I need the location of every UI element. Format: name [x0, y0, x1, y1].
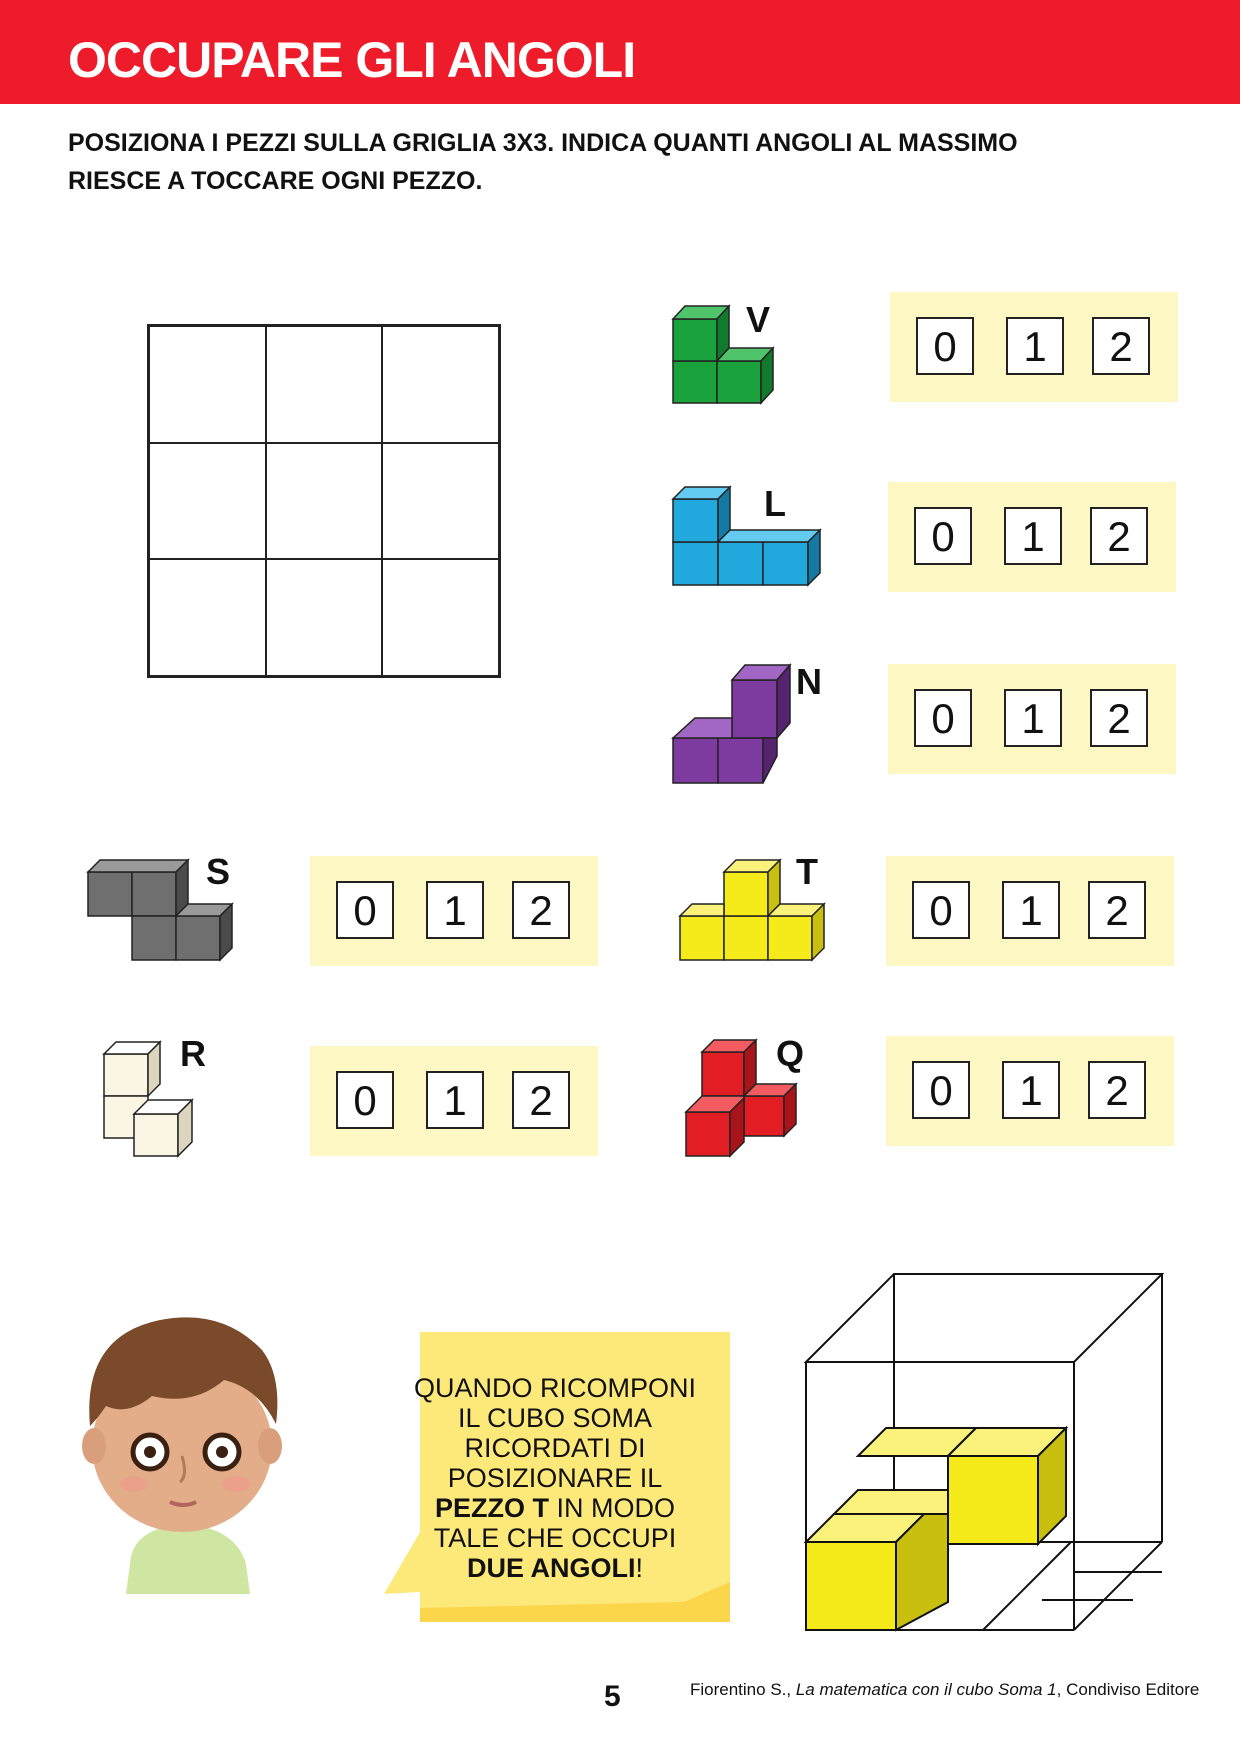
- page-number: 5: [604, 1680, 621, 1713]
- credit-book-title: La matematica con il cubo Soma 1: [795, 1680, 1057, 1699]
- note-line: RICORDATI DI: [464, 1433, 646, 1463]
- answer-option-1[interactable]: 1: [1004, 689, 1062, 747]
- answer-option-0[interactable]: 0: [912, 1061, 970, 1119]
- answer-option-2[interactable]: 2: [1090, 689, 1148, 747]
- grid-3x3: [147, 324, 501, 678]
- answer-option-1[interactable]: 1: [1004, 507, 1062, 565]
- answer-option-2[interactable]: 2: [1090, 507, 1148, 565]
- note-text-span: IN MODO: [549, 1493, 675, 1523]
- header-bar: [0, 0, 1240, 104]
- answer-option-0[interactable]: 0: [336, 881, 394, 939]
- grid-cell[interactable]: [382, 443, 499, 560]
- note-line: QUANDO RICOMPONI: [413, 1373, 696, 1403]
- credit-publisher: , Condiviso Editore: [1056, 1680, 1200, 1699]
- piece-letter-s: S: [206, 851, 231, 892]
- answer-option-2[interactable]: 2: [1088, 1061, 1146, 1119]
- answer-option-1[interactable]: 1: [426, 881, 484, 939]
- answer-panel-n: [888, 664, 1176, 774]
- answer-panel-q: [886, 1036, 1174, 1146]
- answer-option-0[interactable]: 0: [912, 881, 970, 939]
- note-line: [390, 1493, 720, 1523]
- soma-cube-wireframe-illustration: [798, 1266, 1174, 1644]
- grid-cell[interactable]: [149, 443, 266, 560]
- grid-cell[interactable]: [266, 326, 383, 443]
- piece-letter-q: Q: [776, 1033, 805, 1074]
- answer-option-1[interactable]: 1: [1006, 317, 1064, 375]
- speech-note-text: [390, 1373, 720, 1583]
- note-text-span: !: [635, 1553, 643, 1583]
- answer-option-2[interactable]: 2: [1088, 881, 1146, 939]
- piece-letter-r: R: [180, 1033, 206, 1074]
- answer-option-0[interactable]: 0: [914, 507, 972, 565]
- instructions-line-2: RIESCE A TOCCARE OGNI PEZZO.: [68, 167, 483, 195]
- grid-cell[interactable]: [266, 559, 383, 676]
- note-line: TALE CHE OCCUPI: [433, 1523, 677, 1553]
- answer-option-0[interactable]: 0: [916, 317, 974, 375]
- note-bold-text: DUE ANGOLI: [466, 1553, 636, 1583]
- boy-mascot-illustration: [72, 1306, 294, 1594]
- piece-letter-n: N: [796, 661, 822, 702]
- answer-panel-l: [888, 482, 1176, 592]
- answer-panel-s: [310, 856, 598, 966]
- answer-option-1[interactable]: 1: [426, 1071, 484, 1129]
- instructions-line-1: POSIZIONA I PEZZI SULLA GRIGLIA 3X3. INDICA QUANTI ANGOLI AL MASSIMO: [68, 129, 1018, 157]
- answer-option-2[interactable]: 2: [1092, 317, 1150, 375]
- grid-cell[interactable]: [149, 326, 266, 443]
- answer-option-1[interactable]: 1: [1002, 1061, 1060, 1119]
- note-bold-text: PEZZO T: [435, 1493, 549, 1523]
- credit-author: Fiorentino S.,: [690, 1680, 796, 1699]
- answer-option-0[interactable]: 0: [336, 1071, 394, 1129]
- note-line: POSIZIONARE IL: [447, 1463, 663, 1493]
- note-line: [390, 1553, 720, 1583]
- answer-panel-v: [890, 292, 1178, 402]
- instructions: [68, 124, 1168, 200]
- grid-cell[interactable]: [266, 443, 383, 560]
- grid-cell[interactable]: [382, 559, 499, 676]
- grid-cell[interactable]: [382, 326, 499, 443]
- piece-letter-t: T: [796, 851, 818, 892]
- piece-letter-v: V: [746, 299, 771, 340]
- answer-option-1[interactable]: 1: [1002, 881, 1060, 939]
- piece-l-icon: [668, 480, 828, 590]
- answer-option-2[interactable]: 2: [512, 1071, 570, 1129]
- grid-cell[interactable]: [149, 559, 266, 676]
- book-credit: [690, 1680, 1199, 1700]
- answer-panel-t: [886, 856, 1174, 966]
- piece-n-icon: [668, 660, 798, 788]
- page-title: OCCUPARE GLI ANGOLI: [68, 32, 636, 88]
- answer-panel-r: [310, 1046, 598, 1156]
- piece-letter-l: L: [764, 483, 786, 524]
- note-line: IL CUBO SOMA: [457, 1403, 653, 1433]
- answer-option-2[interactable]: 2: [512, 881, 570, 939]
- answer-option-0[interactable]: 0: [914, 689, 972, 747]
